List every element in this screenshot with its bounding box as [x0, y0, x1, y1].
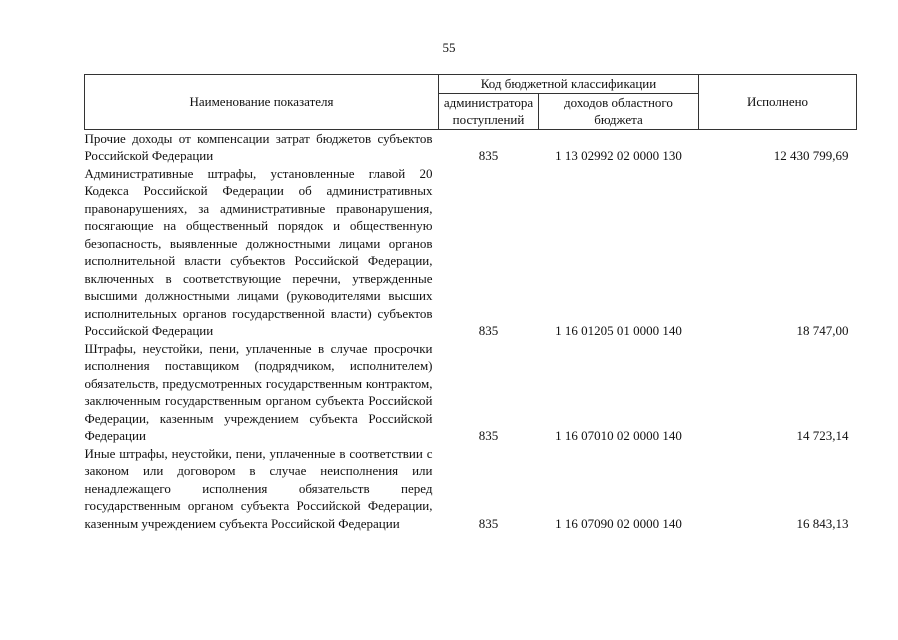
row-amount: 14 723,14 — [796, 428, 849, 443]
row-admin-code: 835 — [478, 148, 499, 163]
row-admin-code: 835 — [478, 323, 499, 338]
row-admin-code: 835 — [478, 428, 499, 443]
table-row — [85, 165, 857, 340]
page-number: 55 — [442, 40, 456, 55]
row-budget-code: 1 16 07090 02 0000 140 — [555, 515, 682, 531]
row-name: Иные штрафы, неустойки, пени, уплаченные в соответствии с законом или договором в случае неисполнения или ненадлежащего исполнения обязательств перед государственным органом субъекта Российской Федерации, казенным учреждением субъекта Российской Федерации — [84, 445, 433, 531]
row-budget-code: 1 16 07010 02 0000 140 — [555, 428, 682, 443]
header-admin: администратора поступлений — [439, 93, 539, 129]
row-amount: 12 430 799,69 — [773, 148, 849, 163]
row-name: Штрафы, неустойки, пени, уплаченные в случае просрочки исполнения поставщиком (подрядчиком, исполнителем) обязательств, предусмотренных государственным контрактом, заключенным государственным органом субъекта Российской Федерации, казенным учреждением субъекта Российской Федерации — [84, 340, 433, 443]
header-executed: Исполнено — [699, 75, 857, 130]
row-budget-code: 1 16 01205 01 0000 140 — [555, 323, 682, 338]
row-amount: 18 747,00 — [796, 323, 849, 338]
row-admin-code: 835 — [478, 515, 499, 531]
header-code-group: Код бюджетной классификации — [439, 75, 699, 94]
table-body — [85, 129, 857, 532]
header-income: доходов областного бюджета — [539, 93, 699, 129]
header-name: Наименование показателя — [85, 75, 439, 130]
table-row — [85, 445, 857, 533]
table-row — [85, 340, 857, 445]
row-name: Административные штрафы, установленные главой 20 Кодекса Российской Федерации об административных правонарушениях, за административные правонарушения, посягающие на общественный порядок и общественную безопасность, выявленные должностными лицами органов исполнительной власти субъектов Российской Федерации, включенных в соответствующие перечни, утвержденные высшими должностными лицами (руководителями высших исполнительных органов государственной власти) субъектов Российской Федерации — [84, 165, 433, 338]
row-name: Прочие доходы от компенсации затрат бюджетов субъектов Российской Федерации — [84, 130, 433, 163]
row-amount: 16 843,13 — [796, 515, 849, 531]
table-header — [85, 75, 857, 130]
table-row — [85, 129, 857, 165]
row-budget-code: 1 13 02992 02 0000 130 — [555, 148, 682, 163]
budget-table — [84, 74, 857, 532]
